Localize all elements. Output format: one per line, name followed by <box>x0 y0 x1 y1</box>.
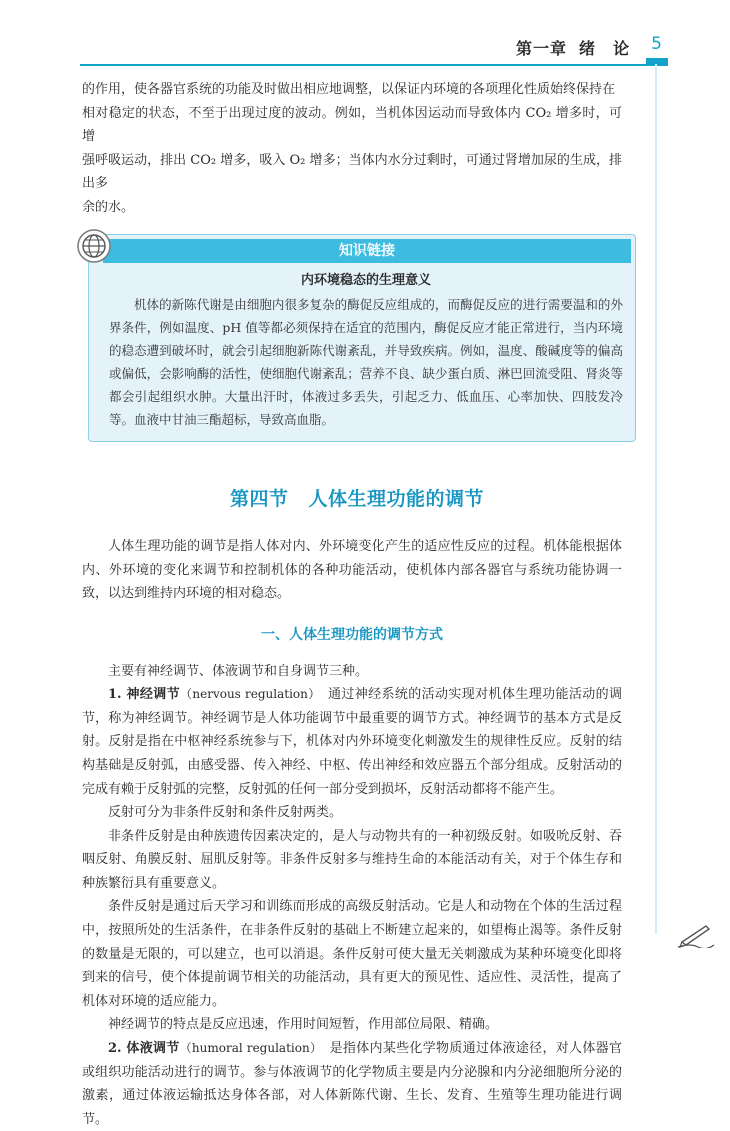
chapter-title: 绪 论 <box>578 39 630 58</box>
running-head <box>516 36 630 59</box>
subsection-heading: 一、人体生理功能的调节方式 <box>261 626 443 643</box>
callout-body <box>109 293 623 431</box>
text-line: 等都会引起组织水肿。大量出汗时，体液过多丢失，引起乏力、低血压、心率加快、四肢发冷 <box>109 365 623 404</box>
text-line: 非条件反射是由种族遗传因素决定的，是人与动物共有的一种初级反射。如吸吮反射、吞咽 <box>82 828 622 868</box>
text-line: 外界条件，例如温度、pH 值等都必须保持在适宜的范围内，酶促反应才能正常进行，当内环 <box>109 296 623 335</box>
pen-icon <box>676 922 716 948</box>
humoral-regulation-paragraph <box>82 1037 622 1131</box>
text-line: 中，按照所处的生活条件，在非条件反射的基础上不断建立起来的，如望梅止渴等。条件反射的 <box>82 923 622 962</box>
text-line: 繁衍具有重要意义。 <box>108 875 226 891</box>
text-line: 织功能活动进行的调节。参与体液调节的化学物质主要是内分泌腺和内分泌细胞所分泌的激 <box>82 1064 622 1104</box>
text-line: 人体生理功能的调节是指人体对内、外环境变化产生的适应性反应的过程。机体能根据体 <box>108 539 622 555</box>
text-line: 相对稳定的状态，不至于出现过度的波动。例如，当机体因运动而导致体内 CO₂ 增多时，可增 <box>82 105 622 145</box>
text-line: 条件反射是通过后天学习和训练而形成的高级反射活动。它是人和动物在个体的生活过程 <box>108 899 622 915</box>
chapter-label: 第一章 <box>515 39 567 58</box>
text-line: 的作用，使各器官系统的功能及时做出相应地调整，以保证内环境的各项理化性质始终保持在 <box>82 82 616 97</box>
callout-title: 内环境稳态的生理意义 <box>300 272 431 288</box>
globe-icon <box>77 229 111 263</box>
text-line: 反射、角膜反射、屈肌反射等。非条件反射多与维持生命的本能活动有关，对于个体生存和种族 <box>82 852 622 891</box>
reflex-types-line: 反射可分为非条件反射和条件反射两类。 <box>108 805 343 821</box>
text-line: 素，通过体液运输抵达身体各部，对人体新陈代谢、生长、发育、生殖等生理功能进行调节。 <box>82 1088 622 1127</box>
text-line: 强呼吸运动，排出 CO₂ 增多，吸入 O₂ 增多；当体内水分过剩时，可通过肾增加尿的生成，排出多 <box>82 152 622 192</box>
text-line: 通过神经系统的活动实现对机体生理功能活动的调节， <box>82 687 622 726</box>
section-heading <box>92 488 622 512</box>
text-line: 余的水。 <box>82 199 135 215</box>
text-line: 以达到维持内环境的相对稳态。 <box>108 586 291 602</box>
text-line: 境的适应能力。 <box>134 993 226 1009</box>
text-line: 反射是指在中枢神经系统参与下，机体对内外环境变化刺激发生的规律性反应。反射的结构基 <box>82 734 622 773</box>
page-body <box>82 78 622 1131</box>
page-header <box>0 0 730 70</box>
text-line: 数量是无限的，可以建立，也可以消退。条件反射可使大量无关刺激成为某种环境变化即将到来 <box>82 946 622 986</box>
neural-heading: 1. 神经调节 <box>108 687 180 703</box>
neural-regulation-paragraph <box>82 683 622 801</box>
unconditioned-reflex-paragraph <box>82 825 622 896</box>
text-line: 机体的新陈代谢是由细胞内很多复杂的酶促反应组成的，而酶促反应的进行需要温和的 <box>134 296 611 312</box>
text-line: 是指体内某些化学物质通过体液途径，对人体器官或组 <box>82 1041 622 1080</box>
knowledge-link-box <box>88 234 636 442</box>
text-line: 等。血液中甘油三酯超标，导致高血脂。 <box>109 411 335 427</box>
text-line: 础是反射弧，由感受器、传入神经、中枢、传出神经和效应器五个部分组成。反射活动的完成有 <box>82 757 622 797</box>
intro-paragraph <box>82 78 622 220</box>
right-margin-rule <box>655 64 657 934</box>
text-line: 称为神经调节。神经调节是人体功能调节中最重要的调节方式。神经调节的基本方式是反射。 <box>82 710 622 750</box>
conditioned-reflex-paragraph <box>82 895 622 1013</box>
page-number: 5 <box>651 34 662 54</box>
section-intro <box>82 535 622 606</box>
header-tab <box>646 58 668 66</box>
callout-banner: 知识链接 <box>103 239 631 263</box>
section-title: 人体生理功能的调节 <box>308 487 485 510</box>
humoral-latin-term: （humoral regulation） <box>179 1041 317 1056</box>
text-line: 高或偏低，会影响酶的活性，使细胞代谢紊乱；营养不良、缺少蛋白质、淋巴回流受阻、肾炎 <box>109 342 623 381</box>
text-line: 赖于反射弧的完整，反射弧的任何一部分受到损坏，反射活动都将不能产生。 <box>121 781 564 797</box>
text-line: 的信号，使个体提前调节相关的功能活动，具有更大的预见性、适应性、灵活性，提高了机体对环 <box>82 970 622 1009</box>
text-line: 境的稳态遭到破坏时，就会引起细胞新陈代谢紊乱，并导致疾病。例如，温度、酸碱度等的偏 <box>109 319 623 358</box>
neural-feature-line: 神经调节的特点是反应迅速，作用时间短暂，作用部位局限、精确。 <box>108 1017 499 1033</box>
neural-latin-term: （nervous regulation） <box>180 687 315 702</box>
methods-line: 主要有神经调节、体液调节和自身调节三种。 <box>108 663 369 679</box>
text-line: 内、外环境的变化来调节和控制机体的各种功能活动，使机体内部各器官与系统功能协调一致， <box>82 562 622 602</box>
header-rule <box>80 64 656 66</box>
humoral-heading: 2. 体液调节 <box>108 1041 180 1057</box>
section-number: 第四节 <box>229 487 289 510</box>
